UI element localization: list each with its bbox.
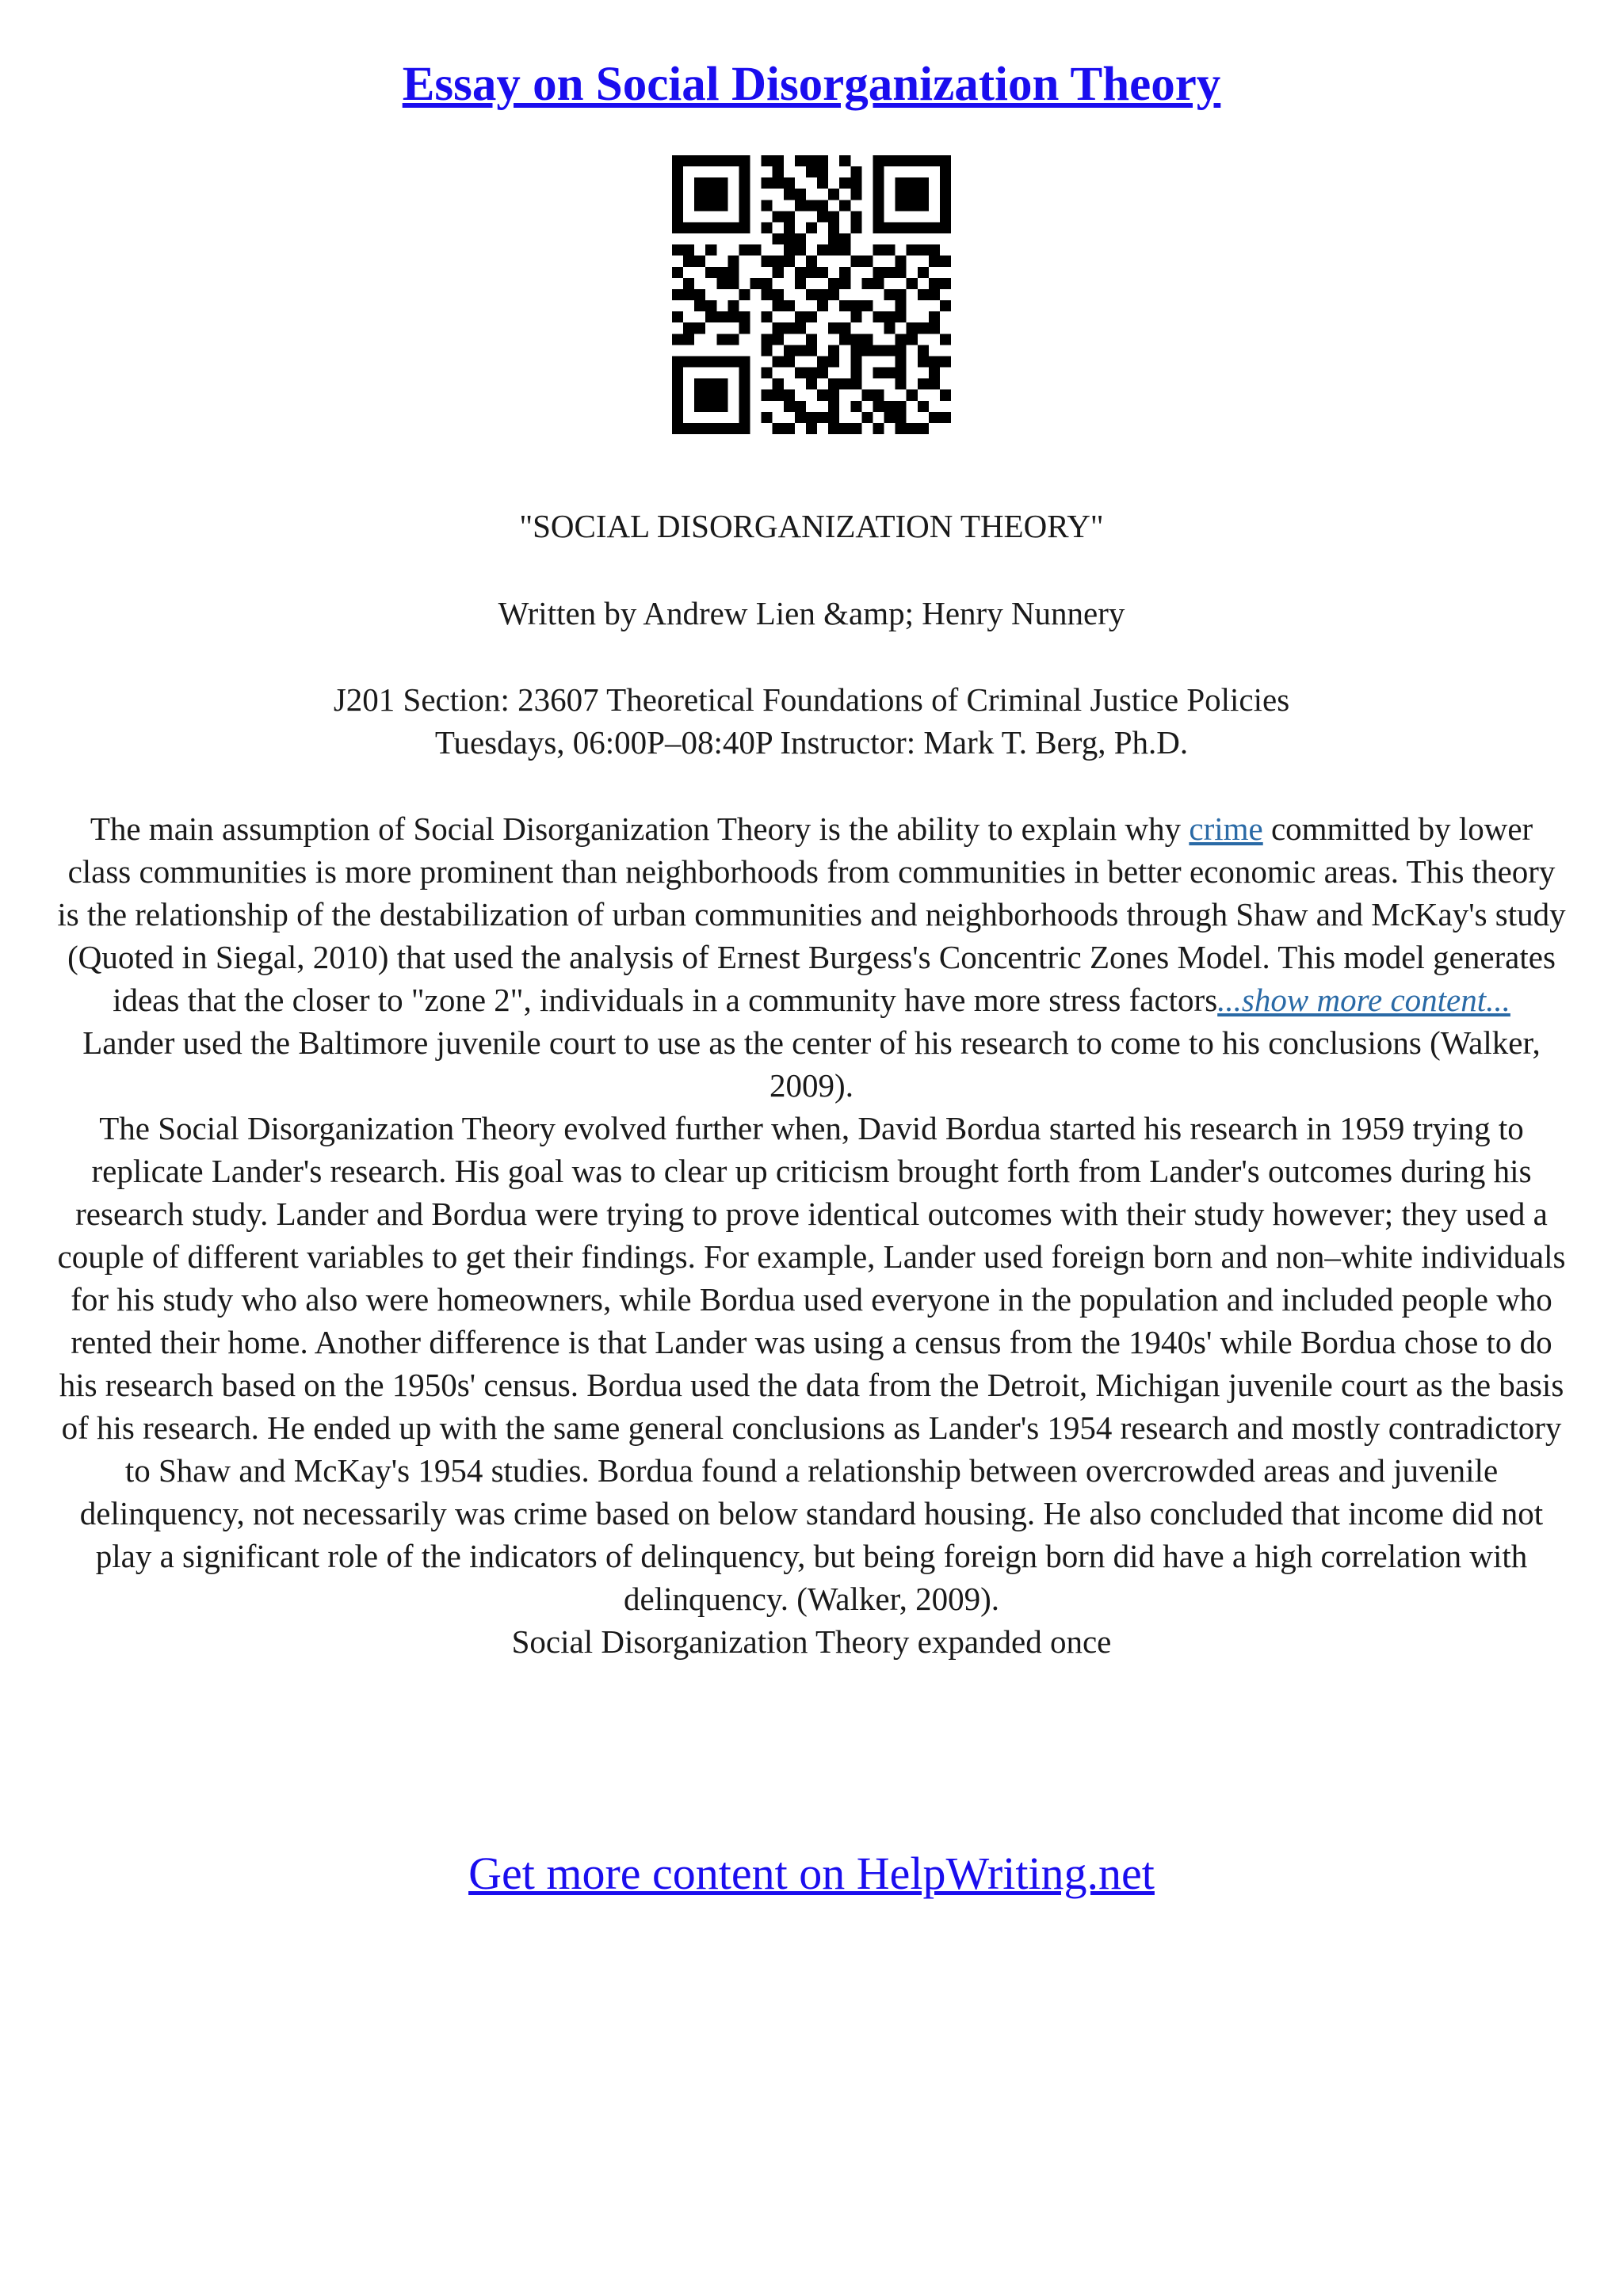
show-more-link[interactable]: ...show more content... [1217, 982, 1510, 1018]
essay-body [55, 807, 1568, 1663]
course-line-1: J201 Section: 23607 Theoretical Foundations of Criminal Justice Policies [333, 681, 1290, 718]
course-info [0, 678, 1623, 764]
paragraph-1-text-b: committed by lower class communities is more prominent than neighborhoods from communities in better economic areas. This theory is the relationship of the destabilization of urban communities and neighborhoods through Shaw and McKay's study (Quoted in Siegal, 2010) that used the analysis of Ernest Burgess's Concentric Zones Model. This model generates ideas that the closer to "zone 2", individuals in a community have more stress factors [57, 810, 1566, 1018]
crime-link[interactable]: crime [1189, 810, 1263, 847]
author-byline: Written by Andrew Lien &amp; Henry Nunnery [498, 595, 1125, 631]
paragraph-3: The Social Disorganization Theory evolved further when, David Bordua started his research in 1959 trying to replicate Lander's research. His goal was to clear up criticism brought forth from Lander's outcomes during his research study. Lander and Bordua were trying to prove identical outcomes with their study however; they used a couple of different variables to get their findings. For example, Lander used foreign born and non–white individuals for his study who also were homeowners, while Bordua used everyone in the population and included people who rented their home. Another difference is that Lander was using a census from the 1940s' while Bordua chose to do his research based on the 1950s' census. Bordua used the data from the Detroit, Michigan juvenile court as the basis of his research. He ended up with the same general conclusions as Lander's 1954 research and mostly contradictory to Shaw and McKay's 1954 studies. Bordua found a relationship between overcrowded areas and juvenile delinquency, not necessarily was crime based on below standard housing. He also concluded that income did not play a significant role of the indicators of delinquency, but being foreign born did have a high correlation with delinquency. (Walker, 2009). [57, 1110, 1566, 1617]
paragraph-1 [55, 807, 1568, 1021]
essay-heading: "SOCIAL DISORGANIZATION THEORY" [519, 508, 1104, 544]
qr-code-icon [672, 155, 951, 434]
essay-title-link[interactable]: Essay on Social Disorganization Theory [402, 58, 1221, 111]
paragraph-1-text-a: The main assumption of Social Disorganization Theory is the ability to explain why [90, 810, 1190, 847]
paragraph-4: Social Disorganization Theory expanded once [511, 1623, 1112, 1660]
course-line-2: Tuesdays, 06:00P–08:40P Instructor: Mark T. Berg, Ph.D. [434, 724, 1189, 761]
paragraph-2: Lander used the Baltimore juvenile court to use as the center of his research to come to his conclusions (Walker, 2009). [82, 1024, 1541, 1104]
get-more-content-link[interactable]: Get more content on HelpWriting.net [468, 1848, 1155, 1899]
